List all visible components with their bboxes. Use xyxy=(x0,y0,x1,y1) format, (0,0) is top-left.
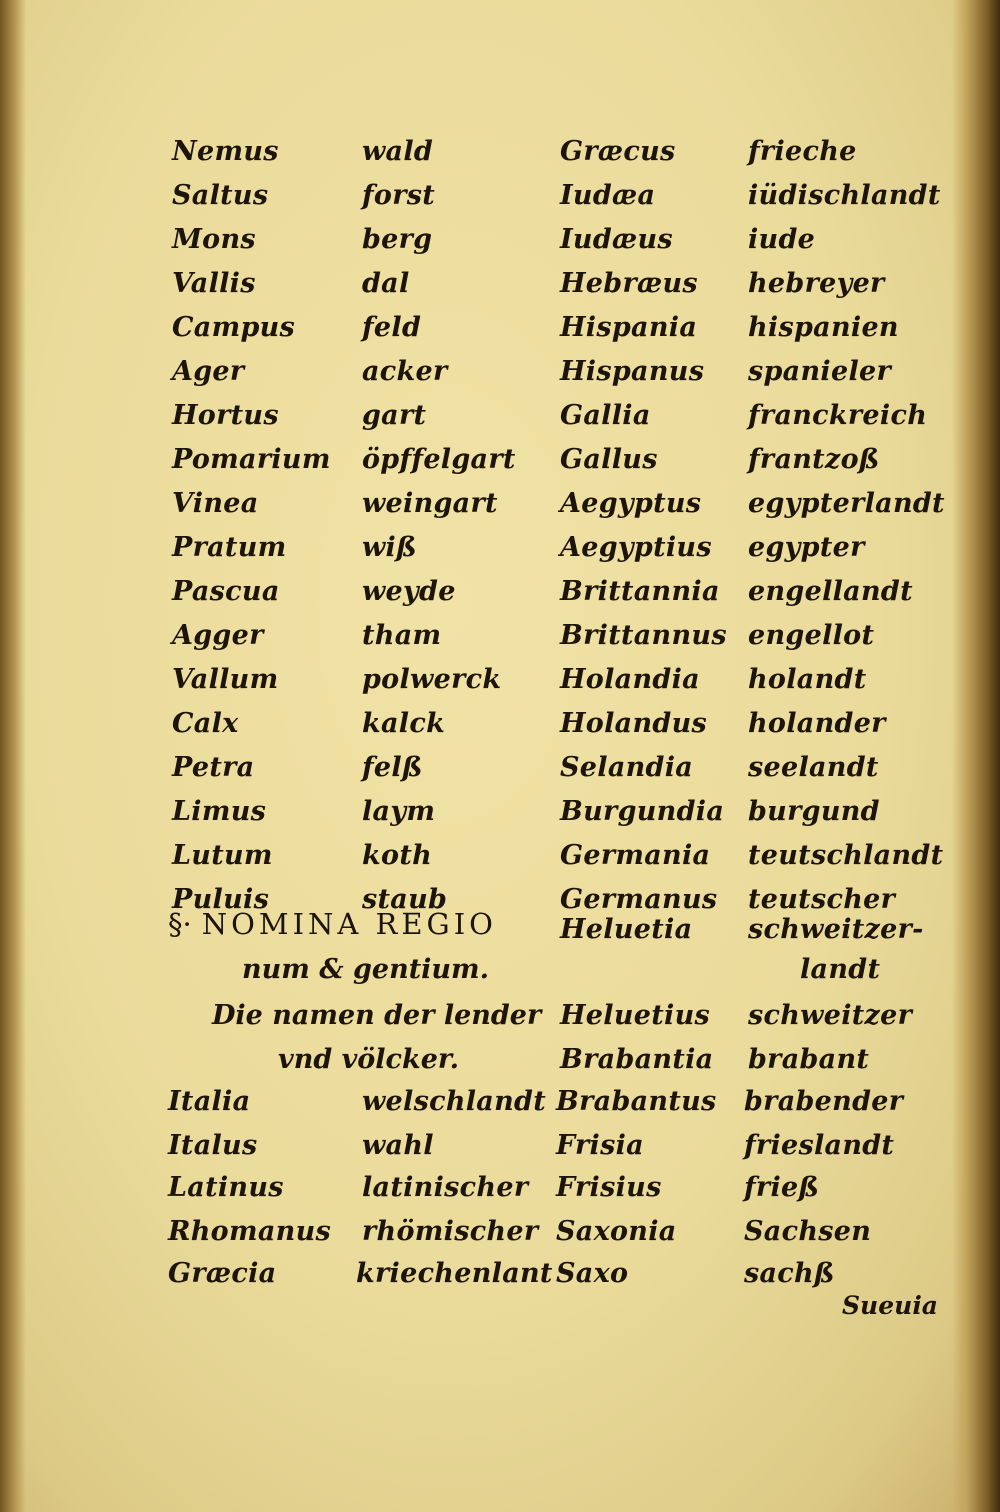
latin-term: Puluis xyxy=(172,884,270,915)
table-row xyxy=(0,748,1000,792)
latin-term: Iudæa xyxy=(560,180,656,211)
german-term: engellot xyxy=(748,620,875,651)
table-row xyxy=(0,1082,1000,1126)
german-term: brabant xyxy=(748,1044,870,1075)
german-term: Sachsen xyxy=(744,1216,872,1247)
latin-term: Vallis xyxy=(172,268,256,299)
latin-term: Pascua xyxy=(172,576,280,607)
latin-term: Burgundia xyxy=(560,796,725,827)
german-term: koth xyxy=(362,840,433,871)
german-term: frieß xyxy=(744,1172,820,1203)
german-term: wald xyxy=(362,136,434,167)
table-row xyxy=(0,616,1000,660)
latin-term: Frisia xyxy=(556,1130,644,1161)
german-term: sachß xyxy=(744,1258,835,1289)
german-term: berg xyxy=(362,224,433,255)
latin-term: Nemus xyxy=(172,136,279,167)
german-term: holander xyxy=(748,708,886,739)
latin-term: Hispanus xyxy=(560,356,705,387)
german-term: frieslandt xyxy=(744,1130,895,1161)
table-row xyxy=(0,264,1000,308)
table-row xyxy=(0,220,1000,264)
heading-german-continuation: vnd völcker. xyxy=(278,1044,460,1075)
german-term: egypter xyxy=(748,532,865,563)
latin-term: Pratum xyxy=(172,532,287,563)
table-row xyxy=(0,660,1000,704)
latin-term: Hortus xyxy=(172,400,279,431)
german-term: rhömischer xyxy=(362,1216,539,1247)
german-term: landt xyxy=(800,954,881,985)
table-row xyxy=(0,572,1000,616)
german-term: latinischer xyxy=(362,1172,529,1203)
latin-term: Aegyptius xyxy=(560,532,712,563)
heading-title-continuation: num & gentium. xyxy=(242,954,490,985)
table-row xyxy=(0,1168,1000,1212)
catchword: Sueuia xyxy=(842,1291,939,1320)
german-term: felß xyxy=(362,752,423,783)
latin-term: Gallus xyxy=(560,444,658,475)
table-row xyxy=(0,996,1000,1040)
german-term: laym xyxy=(362,796,436,827)
latin-term: Græcus xyxy=(560,136,676,167)
latin-term: Iudæus xyxy=(560,224,673,255)
german-term: dal xyxy=(362,268,410,299)
german-term: acker xyxy=(362,356,448,387)
latin-term: Brabantus xyxy=(556,1086,717,1117)
german-term: egypterlandt xyxy=(748,488,945,519)
german-term: wiß xyxy=(362,532,417,563)
latin-term: Græcia xyxy=(168,1258,277,1289)
latin-term: Selandia xyxy=(560,752,694,783)
table-row xyxy=(0,1212,1000,1256)
latin-term: Hispania xyxy=(560,312,698,343)
german-term: schweitzer- xyxy=(748,914,924,945)
german-term: engellandt xyxy=(748,576,913,607)
german-term: staub xyxy=(362,884,448,915)
german-term: teutscher xyxy=(748,884,896,915)
german-term: teutschlandt xyxy=(748,840,944,871)
latin-term: Rhomanus xyxy=(168,1216,332,1247)
german-term: polwerck xyxy=(362,664,502,695)
german-term: welschlandt xyxy=(362,1086,546,1117)
table-row xyxy=(0,836,1000,880)
german-term: weingart xyxy=(362,488,498,519)
german-term: weyde xyxy=(362,576,456,607)
heading-title: NOMINA REGIO xyxy=(201,907,497,941)
table-row xyxy=(0,484,1000,528)
table-row xyxy=(0,1126,1000,1170)
latin-term: Saxo xyxy=(556,1258,629,1289)
latin-term: Heluetia xyxy=(560,914,693,945)
german-term: brabender xyxy=(744,1086,904,1117)
latin-term: Latinus xyxy=(168,1172,284,1203)
latin-term: Calx xyxy=(172,708,239,739)
table-row xyxy=(0,440,1000,484)
german-term: iude xyxy=(748,224,816,255)
latin-term: Holandus xyxy=(560,708,708,739)
german-term: burgund xyxy=(748,796,880,827)
german-term: frieche xyxy=(748,136,857,167)
table-row xyxy=(0,396,1000,440)
table-row xyxy=(0,704,1000,748)
german-term: hispanien xyxy=(748,312,899,343)
table-row xyxy=(0,176,1000,220)
german-term: franckreich xyxy=(748,400,928,431)
latin-term: Vallum xyxy=(172,664,279,695)
table-row xyxy=(0,950,1000,994)
latin-term: Petra xyxy=(172,752,255,783)
german-term: forst xyxy=(362,180,436,211)
latin-term: Limus xyxy=(172,796,267,827)
latin-term: Gallia xyxy=(560,400,651,431)
latin-term: Brabantia xyxy=(560,1044,714,1075)
table-row xyxy=(0,910,1000,954)
german-term: hebreyer xyxy=(748,268,885,299)
latin-term: Italus xyxy=(168,1130,258,1161)
latin-term: Saxonia xyxy=(556,1216,677,1247)
german-term: kalck xyxy=(362,708,446,739)
german-term: seelandt xyxy=(748,752,879,783)
latin-term: Germania xyxy=(560,840,711,871)
table-row xyxy=(0,352,1000,396)
table-row xyxy=(0,528,1000,572)
latin-term: Campus xyxy=(172,312,296,343)
german-term: holandt xyxy=(748,664,867,695)
section-mark: §· xyxy=(168,907,192,941)
table-row xyxy=(0,132,1000,176)
latin-term: Mons xyxy=(172,224,256,255)
latin-term: Pomarium xyxy=(172,444,331,475)
latin-term: Heluetius xyxy=(560,1000,711,1031)
latin-term: Ager xyxy=(172,356,245,387)
latin-term: Saltus xyxy=(172,180,269,211)
german-term: öpffelgart xyxy=(362,444,516,475)
german-term: schweitzer xyxy=(748,1000,913,1031)
latin-term: Frisius xyxy=(556,1172,662,1203)
latin-term: Germanus xyxy=(560,884,718,915)
latin-term: Vinea xyxy=(172,488,259,519)
latin-term: Holandia xyxy=(560,664,700,695)
german-term: iüdischlandt xyxy=(748,180,941,211)
german-term: wahl xyxy=(362,1130,434,1161)
table-row xyxy=(0,792,1000,836)
german-term: gart xyxy=(362,400,427,431)
table-row xyxy=(0,1040,1000,1084)
german-term: kriechenlant xyxy=(356,1258,553,1289)
german-term: frantzoß xyxy=(748,444,880,475)
latin-term: Hebræus xyxy=(560,268,698,299)
latin-term: Italia xyxy=(168,1086,251,1117)
latin-term: Brittannus xyxy=(560,620,727,651)
german-term: tham xyxy=(362,620,442,651)
german-term: feld xyxy=(362,312,422,343)
latin-term: Aegyptus xyxy=(560,488,702,519)
latin-term: Brittannia xyxy=(560,576,720,607)
heading-german: Die namen der lender xyxy=(212,1000,542,1031)
latin-term: Lutum xyxy=(172,840,273,871)
german-term: spanieler xyxy=(748,356,891,387)
latin-term: Agger xyxy=(172,620,264,651)
table-row xyxy=(0,308,1000,352)
